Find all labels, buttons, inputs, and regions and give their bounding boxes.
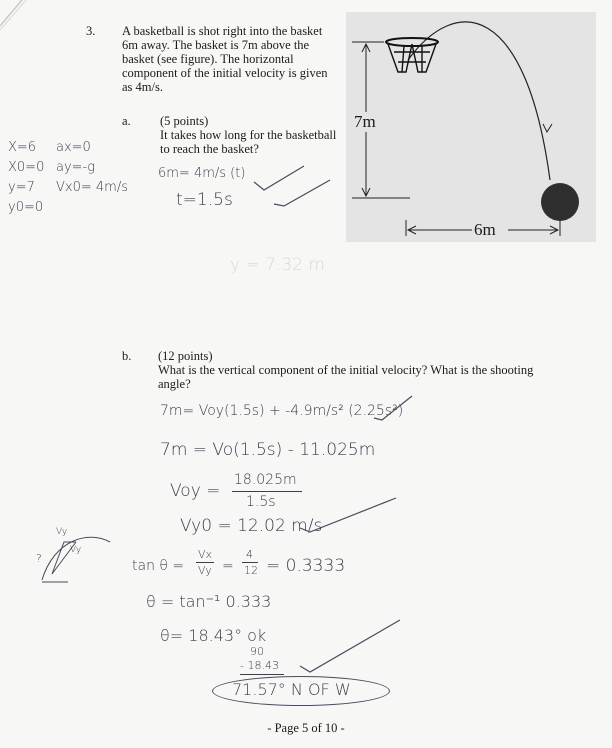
part-a-question	[160, 114, 345, 156]
given-x0: X0=0	[8, 160, 45, 175]
check-mark	[296, 618, 406, 688]
part-b-vy0-result: Vy0 = 12.02 m/s	[180, 516, 323, 536]
check-mark	[216, 392, 416, 432]
part-b-line-1: 7m= Voy(1.5s) + -4.9m/s² (2.25s²)	[160, 403, 404, 419]
part-a-answer: t=1.5s	[176, 190, 233, 210]
fraction-bar	[242, 562, 258, 563]
given-y: y=7	[8, 180, 35, 195]
tan-value-denominator: 12	[244, 564, 258, 577]
given-ax: ax=0	[56, 140, 91, 155]
trajectory-arrow	[543, 124, 552, 132]
subtraction-top: 90	[250, 645, 264, 658]
basketball-figure	[346, 12, 596, 242]
problem-line: 6m away. The basket is 7m above the	[122, 38, 310, 52]
given-vx0: Vx0= 4m/s	[56, 180, 128, 195]
basketball	[541, 183, 579, 221]
part-b-points: (12 points)	[158, 349, 213, 363]
problem-line: basket (see figure). The horizontal	[122, 52, 294, 66]
check-mark	[296, 490, 406, 540]
part-a-points: (5 points)	[160, 114, 209, 128]
tan-value-numerator: 4	[246, 548, 253, 561]
check-mark	[250, 160, 340, 210]
page-number: - Page 5 of 10 -	[267, 721, 345, 735]
part-b-line: What is the vertical component of the initial velocity? What is the shooting	[158, 363, 534, 377]
part-a-letter: a.	[122, 114, 131, 128]
part-b-letter: b.	[122, 349, 132, 363]
part-b-fraction-denominator: 1.5s	[246, 494, 276, 510]
part-a-equation: 6m= 4m/s (t)	[158, 166, 246, 181]
subtraction-bottom: - 18.43	[240, 659, 279, 672]
given-x: X=6	[8, 140, 37, 155]
tan-equals: =	[222, 558, 234, 574]
hoop-net	[388, 44, 436, 72]
part-a-line: to reach the basket?	[160, 142, 259, 156]
problem-line: as 4m/s.	[122, 80, 163, 94]
part-b-voy-label: Voy =	[170, 481, 221, 501]
theta-result: θ= 18.43° ok	[160, 626, 267, 645]
tan-denominator: Vy	[198, 564, 212, 577]
sketch-label-vy: Vy	[70, 545, 82, 555]
problem-line: component of the initial velocity is given	[122, 66, 328, 80]
tan-numerator: Vx	[198, 548, 213, 561]
problem-number: 3.	[86, 24, 96, 38]
problem-line: A basketball is shot right into the basket	[122, 24, 323, 38]
part-b-line-2: 7m = Vo(1.5s) - 11.025m	[160, 440, 376, 460]
part-b-question	[158, 349, 578, 391]
scan-corner-artifact	[0, 0, 40, 40]
final-answer: 71.57° N OF W	[232, 680, 351, 699]
tan-label: tan θ =	[132, 558, 185, 574]
height-label: 7m	[354, 112, 376, 131]
part-a-line: It takes how long for the basketball	[160, 128, 337, 142]
width-label: 6m	[474, 220, 496, 239]
tan-result: = 0.3333	[266, 556, 346, 576]
part-b-fraction-numerator: 18.025m	[234, 472, 297, 488]
subtraction-bar	[240, 674, 284, 675]
fraction-bar	[196, 562, 214, 563]
problem-statement	[122, 24, 342, 94]
sketch-label-vy-top: Vy	[56, 527, 68, 537]
fraction-bar	[232, 491, 302, 492]
figure-drawing	[346, 12, 596, 242]
part-b-line: angle?	[158, 377, 191, 391]
given-y0: y0=0	[8, 200, 44, 215]
theta-arctan: θ = tan⁻¹ 0.333	[146, 592, 272, 611]
given-ay: ay=-g	[56, 160, 96, 175]
bleed-through-text: y = 7.32 m	[230, 255, 325, 275]
sketch-label-question: ?	[36, 552, 42, 565]
